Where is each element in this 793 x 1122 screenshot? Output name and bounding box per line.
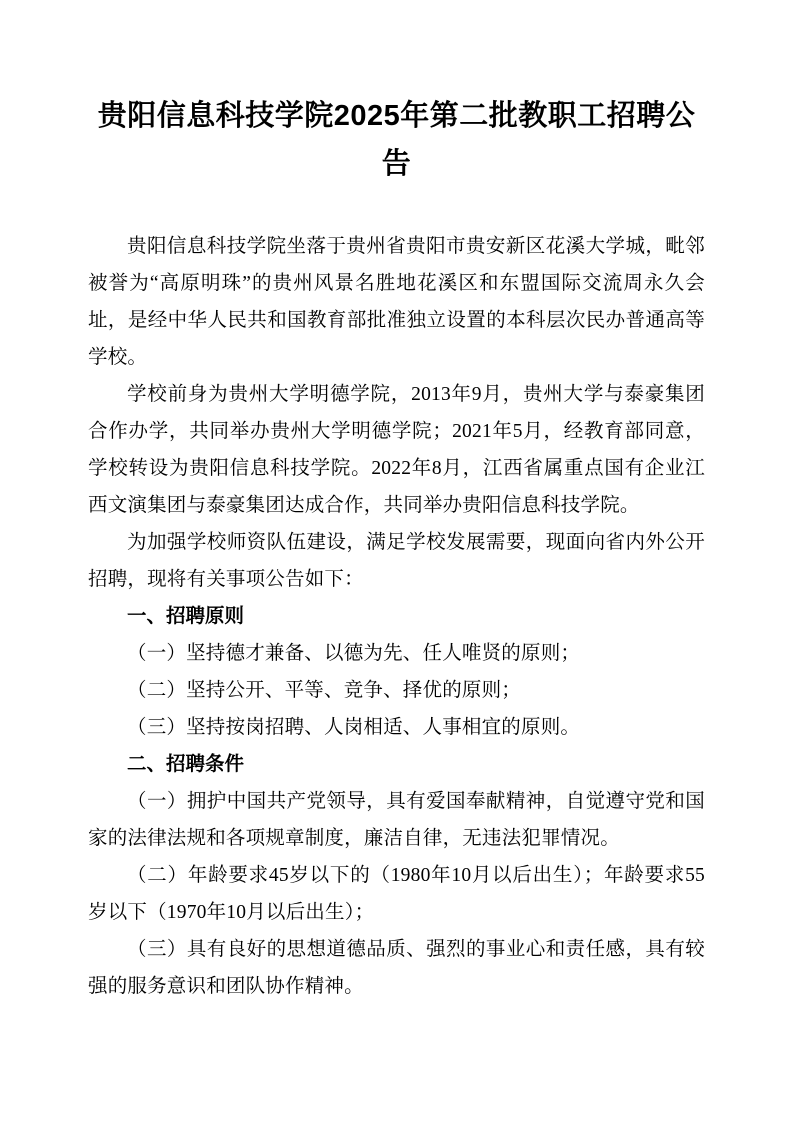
section-heading: 一、招聘原则 (127, 605, 245, 627)
body-paragraph: 贵阳信息科技学院坐落于贵州省贵阳市贵安新区花溪大学城，毗邻被誉为“高原明珠”的贵州风景名胜地花溪区和东盟国际交流周永久会址，是经中华人民共和国教育部批准独立设置的本科层次民办普通高等学校。 (88, 236, 705, 368)
list-item: （三）坚持按岗招聘、人岗相适、人事相宜的原则。 (127, 717, 581, 738)
page-title: 贵阳信息科技学院2025年第二批教职工招聘公告 (97, 100, 696, 180)
list-item: （二）年龄要求45岁以下的（1980年10月以后出生）；年龄要求55岁以下（1970年10月以后出生）； (88, 865, 705, 923)
list-item: （一）拥护中国共产党领导，具有爱国奉献精神，自觉遵守党和国家的法律法规和各项规章制度，廉洁自律，无违法犯罪情况。 (88, 791, 705, 849)
list-item: （一）坚持德才兼备、以德为先、任人唯贤的原则； (127, 643, 581, 664)
list-item: （二）坚持公开、平等、竞争、择优的原则； (127, 680, 522, 701)
list-item: （三）具有良好的思想道德品质、强烈的事业心和责任感，具有较强的服务意识和团队协作精神。 (88, 939, 705, 997)
section-heading: 二、招聘条件 (127, 753, 245, 775)
body-paragraph: 为加强学校师资队伍建设，满足学校发展需要，现面向省内外公开招聘，现将有关事项公告如下： (88, 532, 705, 590)
body-paragraph: 学校前身为贵州大学明德学院，2013年9月，贵州大学与泰豪集团合作办学，共同举办贵州大学明德学院；2021年5月，经教育部同意，学校转设为贵阳信息科技学院。2022年8月，江西省属重点国有企业江西文演集团与泰豪集团达成合作，共同举办贵阳信息科技学院。 (88, 384, 705, 516)
document-body (88, 228, 705, 1005)
